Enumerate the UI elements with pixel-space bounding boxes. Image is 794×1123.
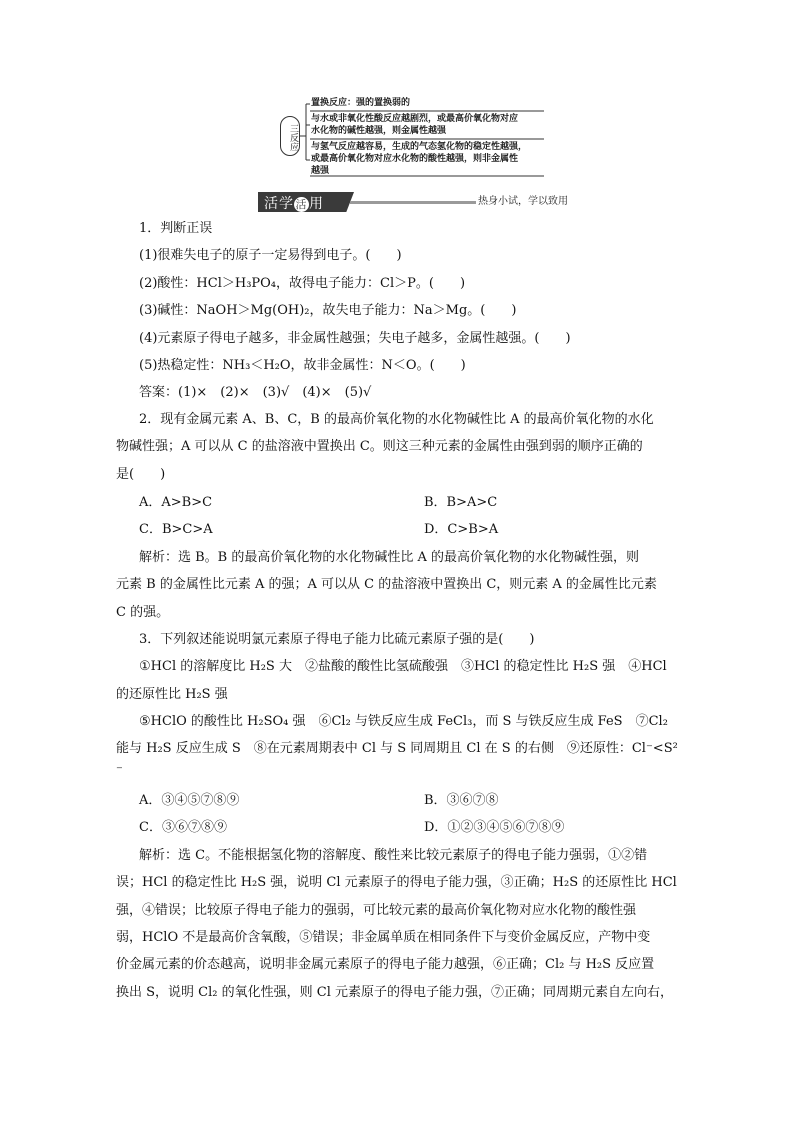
diagram-item-1: 置换反应：强的置换弱的 xyxy=(311,98,411,108)
q1-item-5: (5)热稳定性：NH₃＜H₂O，故非金属性：N＜O。( ) xyxy=(139,358,466,373)
summary-diagram xyxy=(276,94,546,178)
q2-analysis-line-1: 解析：选 B。B 的最高价氧化物的水化物碱性比 A 的最高价氧化物的水化物碱性强，则 xyxy=(139,550,640,565)
section-banner xyxy=(258,192,574,212)
q2-stem-line-1: 2．现有金属元素 A、B、C，B 的最高价氧化物的水化物碱性比 A 的最高价氧化物的水化 xyxy=(139,412,654,427)
banner-title: 活学 活 用 xyxy=(264,196,324,212)
q3-analysis-line-4: 弱，HClO 不是最高价含氧酸，⑤错误；非金属单质在相同条件下与变价金属反应，产物中变 xyxy=(116,930,651,945)
q3-statements-line-1: ①HCl 的溶解度比 H₂S 大 ②盐酸的酸性比氢硫酸强 ③HCl 的稳定性比 H₂S 强 ④HCl xyxy=(139,659,667,674)
q2-analysis-line-2: 元素 B 的金属性比元素 A 的强；A 可以从 C 的盐溶液中置换出 C，则元素 A 的金属性比元素 xyxy=(116,577,657,592)
q3-analysis-line-5: 价金属元素的价态越高，说明非金属元素原子的得电子能力越强，⑥正确；Cl₂ 与 H₂S 反应置 xyxy=(116,957,655,972)
q3-option-c: C．③⑥⑦⑧⑨ xyxy=(139,820,227,835)
three-reactions-badge: 三反应 xyxy=(280,116,300,156)
diagram-item-3: 与氢气反应越容易，生成的气态氢化物的稳定性越强， 或最高价氧化物对应水化物的酸性越强，则非金属性 越强 xyxy=(311,142,528,176)
q3-option-b: B．③⑥⑦⑧ xyxy=(424,793,499,808)
diagram-item-2: 与水或非氧化性酸反应越剧烈，或最高价氧化物对应 水化物的碱性越强，则金属性越强 xyxy=(311,114,519,136)
q2-option-d: D．C>B>A xyxy=(424,522,499,537)
q2-option-b: B．B>A>C xyxy=(424,495,498,510)
q2-stem-line-3: 是( ) xyxy=(116,467,166,482)
q3-statements-line-5: ⁻ xyxy=(116,763,123,778)
q1-item-1: (1)很难失电子的原子一定易得到电子。( ) xyxy=(139,248,402,263)
q1-item-4: (4)元素原子得电子越多，非金属性越强；失电子越多，金属性越强。( ) xyxy=(139,331,571,346)
q1-item-3: (3)碱性：NaOH＞Mg(OH)₂，故失电子能力：Na＞Mg。( ) xyxy=(139,303,517,318)
q3-analysis-line-3: 强，④错误；比较原子得电子能力的强弱，可比较元素的最高价氧化物对应水化物的酸性强 xyxy=(116,903,637,918)
q3-analysis-line-1: 解析：选 C。不能根据氢化物的溶解度、酸性来比较元素原子的得电子能力强弱，①②错 xyxy=(139,848,648,863)
q3-statements-line-3: ⑤HClO 的酸性比 H₂SO₄ 强 ⑥Cl₂ 与铁反应生成 FeCl₃，而 S 与铁反应生成 FeS ⑦Cl₂ xyxy=(139,714,668,729)
q3-analysis-line-2: 误；HCl 的稳定性比 H₂S 强，说明 Cl 元素原子的得电子能力强，③正确；H₂S 的还原性比 HCl xyxy=(116,875,677,890)
q3-option-d: D．①②③④⑤⑥⑦⑧⑨ xyxy=(424,820,565,835)
q2-analysis-line-3: C 的强。 xyxy=(116,605,170,620)
q2-stem-line-2: 物碱性强；A 可以从 C 的盐溶液中置换出 C。则这三种元素的金属性由强到弱的顺序正确的 xyxy=(116,439,643,454)
q3-option-a: A．③④⑤⑦⑧⑨ xyxy=(139,793,240,808)
q2-option-a: A．A>B>C xyxy=(139,495,213,510)
q3-statements-line-4: 能与 H₂S 反应生成 S ⑧在元素周期表中 Cl 与 S 同周期且 Cl 在 S 的右侧 ⑨还原性：Cl⁻<S² xyxy=(116,741,678,756)
banner-slogan: 热身小试，学以致用 xyxy=(476,192,570,207)
q1-heading: 1．判断正误 xyxy=(139,221,213,236)
q3-stem: 3．下列叙述能说明氯元素原子得电子能力比硫元素原子强的是( ) xyxy=(139,632,535,647)
q3-statements-line-2: 的还原性比 H₂S 强 xyxy=(116,687,228,702)
q3-analysis-line-6: 换出 S，说明 Cl₂ 的氧化性强，则 Cl 元素原子的得电子能力强，⑦正确；同周期元素自左向右， xyxy=(116,985,673,1000)
q1-answer: 答案：(1)× (2)× (3)√ (4)× (5)√ xyxy=(139,385,372,400)
circled-char: 活 xyxy=(295,198,308,211)
q1-item-2: (2)酸性：HCl＞H₃PO₄，故得电子能力：Cl＞P。( ) xyxy=(139,276,466,291)
q2-option-c: C．B>C>A xyxy=(139,522,213,537)
